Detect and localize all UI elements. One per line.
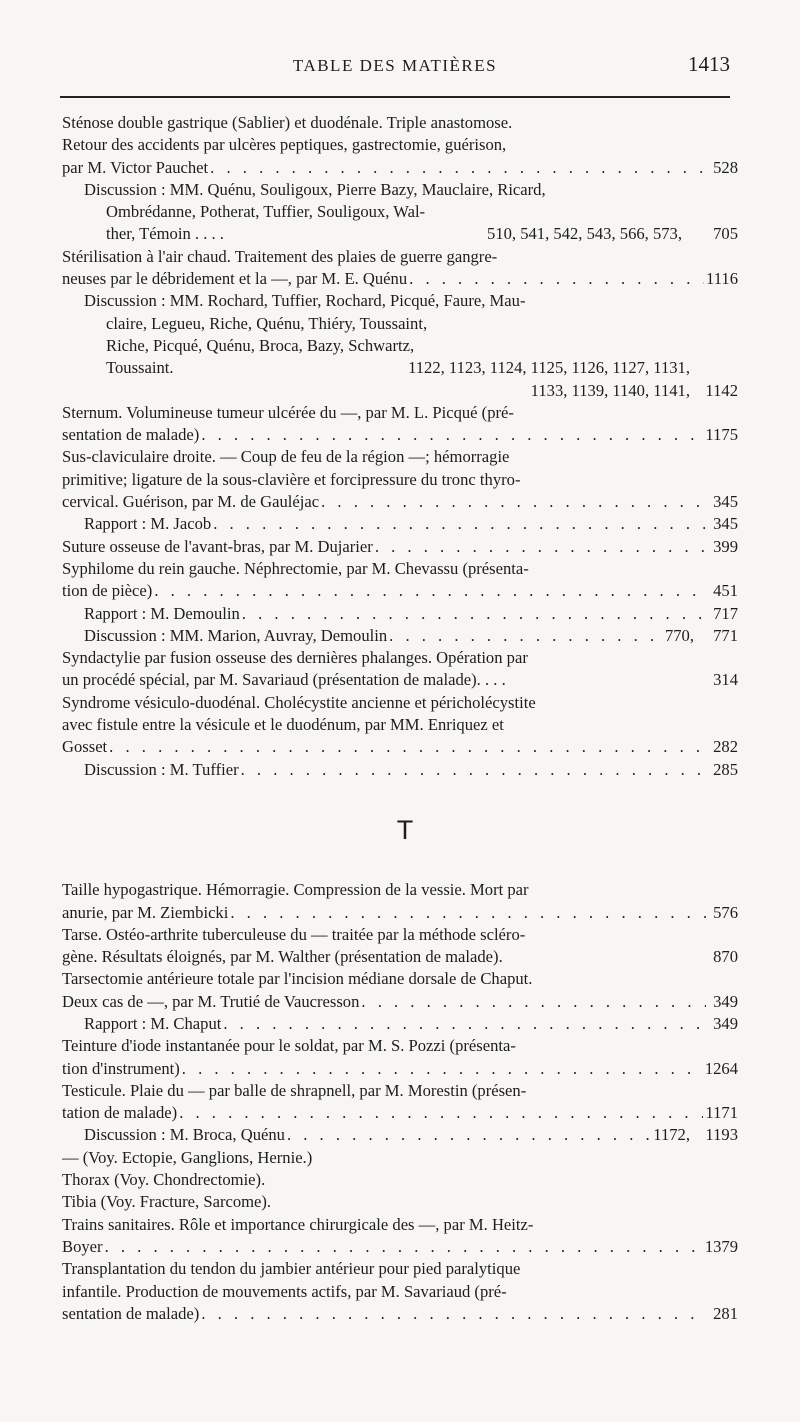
page-ref: 1133, 1139, 1140, 1141, [530, 380, 690, 400]
page-ref: 771 [713, 625, 738, 645]
dot-leader [201, 424, 703, 446]
entry-text: Rapport : M. Demoulin [84, 603, 240, 623]
page-ref: 1171 [705, 1103, 738, 1123]
entry-line [62, 357, 738, 379]
page-ref: 349 [713, 991, 738, 1011]
entry-line [62, 157, 738, 179]
dot-leader [230, 902, 706, 924]
page-ref: 1142 [705, 380, 738, 400]
dot-leader [179, 1102, 703, 1124]
entry-line [62, 580, 738, 602]
dot-leader [201, 1303, 706, 1325]
index-entry [62, 879, 738, 924]
entry-text: Deux cas de —, par M. Trutié de Vaucresson [62, 991, 360, 1011]
dot-leader [321, 491, 706, 513]
dot-leader [287, 1124, 651, 1146]
spacer [503, 946, 708, 968]
entry-text: par M. Victor Pauchet [62, 157, 209, 177]
entry-text: sentation de malade) [62, 425, 200, 445]
entry-line [62, 112, 738, 134]
page-ref: 345 [713, 492, 738, 512]
page-ref: 717 [713, 603, 738, 623]
spacer [506, 669, 708, 691]
entry-line [62, 223, 738, 245]
page-ref: 576 [713, 902, 738, 922]
page-ref: 705 [713, 224, 738, 244]
entry-line [62, 924, 738, 946]
entry-text: gène. Résultats éloignés, par M. Walther (présentation de malade). [62, 947, 503, 967]
index-entry [62, 968, 738, 1035]
entry-text: tion d'instrument) [62, 1058, 180, 1078]
dot-leader [361, 991, 706, 1013]
page-ref: 1193 [705, 1125, 738, 1145]
page-ref: 528 [713, 157, 738, 177]
page-ref: 1122, 1123, 1124, 1125, 1126, 1127, 1131, [408, 358, 690, 378]
page-ref: 281 [713, 1303, 738, 1323]
dot-leader [182, 1058, 703, 1080]
entry-line [62, 1258, 738, 1280]
entry-text: Suture osseuse de l'avant-bras, par M. Dujarier [62, 536, 373, 556]
entry-text: primitive; ligature de la sous-clavière et forcipressure du tronc thyro- [62, 469, 521, 489]
dot-leader [241, 759, 706, 781]
entry-line [62, 558, 738, 580]
entry-line [62, 424, 738, 446]
entry-line [62, 179, 738, 201]
entry-text: anurie, par M. Ziembicki [62, 902, 229, 922]
page-ref: 1175 [705, 425, 738, 445]
page-ref: 510, 541, 542, 543, 566, 573, [487, 224, 682, 244]
entry-line [62, 1303, 738, 1325]
entry-line [62, 513, 738, 535]
entry-text: Sternum. Volumineuse tumeur ulcérée du —, par M. L. Picqué (pré- [62, 402, 514, 422]
page-ref: 1264 [704, 1058, 738, 1078]
entry-line [62, 1147, 738, 1169]
entry-line [62, 1281, 738, 1303]
entry-text: Stérilisation à l'air chaud. Traitement des plaies de guerre gangre- [62, 246, 498, 266]
page-ref: 1379 [704, 1236, 738, 1256]
dot-leader [213, 513, 706, 535]
entry-line [62, 1169, 738, 1191]
entry-line [62, 446, 738, 468]
index-entry [62, 1214, 738, 1259]
dot-leader [375, 536, 706, 558]
dot-leader [154, 580, 706, 602]
entry-text: Tarse. Ostéo-arthrite tuberculeuse du — traitée par la méthode scléro- [62, 924, 526, 944]
entry-line [62, 736, 738, 758]
entry-line [62, 759, 738, 781]
index-entry [62, 536, 738, 558]
entry-text: Rapport : M. Chaput [84, 1013, 222, 1033]
index-entry [62, 1080, 738, 1169]
entry-text: tion de pièce) [62, 581, 153, 601]
entry-text: ther, Témoin . . . . [106, 224, 224, 244]
index-entry [62, 402, 738, 447]
index-entry [62, 1169, 738, 1191]
entry-line [62, 268, 738, 290]
entry-line [62, 469, 738, 491]
entry-text: Thorax (Voy. Chondrectomie). [62, 1170, 266, 1190]
entry-line [62, 1102, 738, 1124]
page-ref: 349 [713, 1013, 738, 1033]
entry-line [62, 1191, 738, 1213]
entry-text: Sus-claviculaire droite. — Coup de feu de la région —; hémorragie [62, 447, 510, 467]
entry-text: Toussaint. [106, 358, 174, 378]
dot-leader [389, 625, 663, 647]
dot-leader [210, 157, 706, 179]
entry-line [62, 603, 738, 625]
entry-text: infantile. Production de mouvements actifs, par M. Savariaud (pré- [62, 1281, 507, 1301]
page-ref: 314 [713, 670, 738, 690]
running-title: TABLE DES MATIÈRES [292, 56, 498, 75]
index-entry [62, 647, 738, 692]
index-entry [62, 1258, 738, 1325]
entry-line [62, 1058, 738, 1080]
entry-line [62, 1214, 738, 1236]
page-ref: 285 [713, 759, 738, 779]
entry-text: Trains sanitaires. Rôle et importance chirurgicale des —, par M. Heitz- [62, 1214, 534, 1234]
entry-text: Taille hypogastrique. Hémorragie. Compression de la vessie. Mort par [62, 880, 529, 900]
entry-text: un procédé spécial, par M. Savariaud (présentation de malade). . . . [62, 670, 506, 690]
entry-text: Gosset [62, 737, 108, 757]
dot-leader [409, 268, 704, 290]
entry-text: Discussion : MM. Rochard, Tuffier, Rochard, Picqué, Faure, Mau- [84, 291, 526, 311]
page-ref: 1172, [653, 1125, 690, 1145]
entry-text: Ombrédanne, Potherat, Tuffier, Souligoux, Wal- [106, 202, 426, 222]
entry-line [62, 335, 738, 357]
entry-line [62, 536, 738, 558]
entry-line [62, 714, 738, 736]
index-entry [62, 1191, 738, 1213]
entry-text: Riche, Picqué, Quénu, Broca, Bazy, Schwartz, [106, 335, 415, 355]
entry-line [62, 946, 738, 968]
entry-line [62, 1013, 738, 1035]
running-header [60, 52, 730, 82]
entry-text: — (Voy. Ectopie, Ganglions, Hernie.) [62, 1147, 313, 1167]
entry-text: Syndrome vésiculo-duodénal. Cholécystite ancienne et péricholécystite [62, 692, 536, 712]
entry-line [62, 380, 738, 402]
entry-line [62, 1035, 738, 1057]
spacer [174, 357, 409, 379]
entry-text: avec fistule entre la vésicule et le duodénum, par MM. Enriquez et [62, 715, 504, 735]
page-ref: 345 [713, 514, 738, 534]
entry-text: sentation de malade) [62, 1303, 200, 1323]
entry-text: Transplantation du tendon du jambier antérieur pour pied paralytique [62, 1259, 521, 1279]
entry-line [62, 692, 738, 714]
header-rule [60, 96, 730, 98]
entry-line [62, 991, 738, 1013]
entry-line [62, 968, 738, 990]
entry-text: Retour des accidents par ulcères peptiques, gastrectomie, guérison, [62, 135, 507, 155]
entry-text: tation de malade) [62, 1103, 178, 1123]
entry-text: Discussion : M. Tuffier [84, 759, 239, 779]
index-entry [62, 112, 738, 246]
page-ref: 1116 [706, 269, 738, 289]
entry-line [62, 625, 738, 647]
entry-line [62, 201, 738, 223]
entry-text: Discussion : MM. Marion, Auvray, Demoulin [84, 625, 388, 645]
entry-text: Boyer [62, 1236, 103, 1256]
index-entry [62, 924, 738, 969]
entry-line [62, 1236, 738, 1258]
entry-text: Syndactylie par fusion osseuse des dernières phalanges. Opération par [62, 648, 528, 668]
entry-text: Tarsectomie antérieure totale par l'incision médiane dorsale de Chaput. [62, 969, 533, 989]
page-ref: 399 [713, 536, 738, 556]
dot-leader [105, 1236, 703, 1258]
entry-line [62, 491, 738, 513]
index-entry [62, 1035, 738, 1080]
dot-leader [109, 736, 706, 758]
entry-text: Rapport : M. Jacob [84, 514, 212, 534]
entry-line [62, 313, 738, 335]
entry-line [62, 134, 738, 156]
entry-text: Sténose double gastrique (Sablier) et duodénale. Triple anastomose. [62, 113, 513, 132]
entry-text: Tibia (Voy. Fracture, Sarcome). [62, 1192, 272, 1212]
dot-leader [223, 1013, 706, 1035]
page-number: 1413 [688, 52, 730, 76]
entry-text: Discussion : M. Broca, Quénu [84, 1125, 285, 1145]
entry-text: claire, Legueu, Riche, Quénu, Thiéry, Toussaint, [106, 313, 428, 333]
index-entry [62, 246, 738, 402]
entry-line [62, 290, 738, 312]
entry-text: Syphilome du rein gauche. Néphrectomie, par M. Chevassu (présenta- [62, 558, 529, 578]
spacer [224, 223, 487, 245]
index-entry [62, 692, 738, 781]
entry-text: Discussion : MM. Quénu, Souligoux, Pierre Bazy, Mauclaire, Ricard, [84, 179, 546, 199]
entry-line [62, 246, 738, 268]
page-ref: 451 [713, 581, 738, 601]
entry-line [62, 669, 738, 691]
entry-line [62, 879, 738, 901]
section-letter: T [396, 814, 414, 845]
entry-line [62, 1080, 738, 1102]
entry-line [62, 1124, 738, 1146]
page-ref: 770, [664, 625, 694, 645]
page-ref: 870 [713, 947, 738, 967]
index-entry [62, 446, 738, 535]
entry-line [62, 402, 738, 424]
entry-text: Testicule. Plaie du — par balle de shrapnell, par M. Morestin (présen- [62, 1080, 527, 1100]
entry-text: neuses par le débridement et la —, par M. E. Quénu [62, 269, 408, 289]
dot-leader [242, 603, 706, 625]
page-ref: 282 [713, 737, 738, 757]
entry-text: Teinture d'iode instantanée pour le soldat, par M. S. Pozzi (présenta- [62, 1036, 516, 1056]
entry-text: cervical. Guérison, par M. de Gauléjac [62, 492, 320, 512]
entry-line [62, 647, 738, 669]
index-entries [62, 112, 738, 1325]
entry-line [62, 902, 738, 924]
index-entry [62, 558, 738, 647]
spacer [62, 380, 531, 402]
